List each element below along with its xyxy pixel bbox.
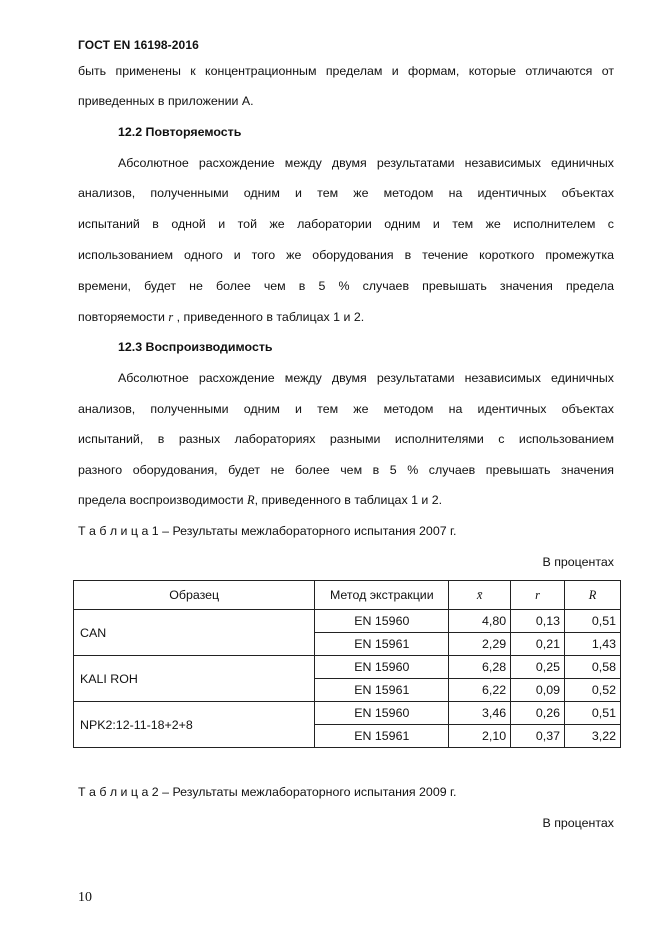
section-12-3-line-5 xyxy=(78,493,614,508)
section-12-2-line-6-pre: повторяемости xyxy=(78,310,169,324)
col-header-mean: x̄ xyxy=(449,581,511,610)
cell-mean: 2,10 xyxy=(449,725,511,748)
cell-r: 0,13 xyxy=(511,610,565,633)
repeatability-symbol: r xyxy=(168,310,174,324)
page-number: 10 xyxy=(78,890,92,905)
section-12-2-line-2: анализов, полученными одним и тем же методом на идентичных объектах xyxy=(78,186,614,200)
cell-r: 0,21 xyxy=(511,633,565,656)
document-header: ГОСТ EN 16198-2016 xyxy=(78,38,199,52)
section-12-3-line-3: испытаний, в разных лабораториях разными исполнителями с использованием xyxy=(78,432,614,446)
cell-R: 0,51 xyxy=(565,610,621,633)
col-header-R: R xyxy=(565,581,621,610)
section-12-2-line-4: использованием одного и того же оборудования в течение короткого промежутка xyxy=(78,248,614,262)
section-12-2-title: 12.2 Повторяемость xyxy=(118,125,242,139)
cell-mean: 4,80 xyxy=(449,610,511,633)
reproducibility-symbol: R xyxy=(246,493,255,507)
results-table-2007 xyxy=(73,580,621,748)
cell-method: EN 15960 xyxy=(315,610,449,633)
cell-method: EN 15961 xyxy=(315,679,449,702)
cell-R: 1,43 xyxy=(565,633,621,656)
cell-R: 0,52 xyxy=(565,679,621,702)
cell-sample: NPK2:12-11-18+2+8 xyxy=(74,702,315,748)
section-12-2-line-3: испытаний в одной и той же лаборатории одним и тем же исполнителем с xyxy=(78,217,614,231)
section-12-3-title: 12.3 Воспроизводимость xyxy=(118,340,273,354)
cell-mean: 6,28 xyxy=(449,656,511,679)
cell-method: EN 15961 xyxy=(315,725,449,748)
section-12-2-line-5: времени, будет не более чем в 5 % случаев превышать значения предела xyxy=(78,279,614,293)
section-12-3-line-5-pre: предела воспроизводимости xyxy=(78,493,247,507)
section-12-2-line-6 xyxy=(78,310,614,325)
col-header-r: r xyxy=(511,581,565,610)
section-12-3-line-2: анализов, полученными одним и тем же методом на идентичных объектах xyxy=(78,402,614,416)
intro-line-1: быть применены к концентрационным пределам и формам, которые отличаются от xyxy=(78,64,614,78)
cell-r: 0,09 xyxy=(511,679,565,702)
table-row xyxy=(74,702,621,725)
section-12-3-line-4: разного оборудования, будет не более чем в 5 % случаев превышать значения xyxy=(78,463,614,477)
cell-mean: 2,29 xyxy=(449,633,511,656)
col-header-sample: Образец xyxy=(74,581,315,610)
cell-R: 0,58 xyxy=(565,656,621,679)
table-1-caption: Т а б л и ц а 1 – Результаты межлабораторного испытания 2007 г. xyxy=(78,524,457,538)
table-1-units: В процентах xyxy=(542,555,614,569)
cell-method: EN 15960 xyxy=(315,702,449,725)
table-row xyxy=(74,610,621,633)
cell-r: 0,37 xyxy=(511,725,565,748)
table-2-caption: Т а б л и ц а 2 – Результаты межлабораторного испытания 2009 г. xyxy=(78,785,457,799)
cell-method: EN 15960 xyxy=(315,656,449,679)
cell-R: 0,51 xyxy=(565,702,621,725)
section-12-2-line-1: Абсолютное расхождение между двумя результатами независимых единичных xyxy=(118,156,614,170)
cell-sample: CAN xyxy=(74,610,315,656)
section-12-3-line-1: Абсолютное расхождение между двумя результатами независимых единичных xyxy=(118,371,614,385)
table-2-units: В процентах xyxy=(542,816,614,830)
cell-R: 3,22 xyxy=(565,725,621,748)
cell-r: 0,25 xyxy=(511,656,565,679)
cell-method: EN 15961 xyxy=(315,633,449,656)
cell-mean: 6,22 xyxy=(449,679,511,702)
cell-sample: KALI ROH xyxy=(74,656,315,702)
table-row xyxy=(74,656,621,679)
cell-mean: 3,46 xyxy=(449,702,511,725)
section-12-2-line-6-post: , приведенного в таблицах 1 и 2. xyxy=(173,310,365,324)
intro-line-2: приведенных в приложении А. xyxy=(78,94,254,108)
section-12-3-line-5-post: , приведенного в таблицах 1 и 2. xyxy=(254,493,443,507)
table-header-row xyxy=(74,581,621,610)
cell-r: 0,26 xyxy=(511,702,565,725)
col-header-method: Метод экстракции xyxy=(315,581,449,610)
